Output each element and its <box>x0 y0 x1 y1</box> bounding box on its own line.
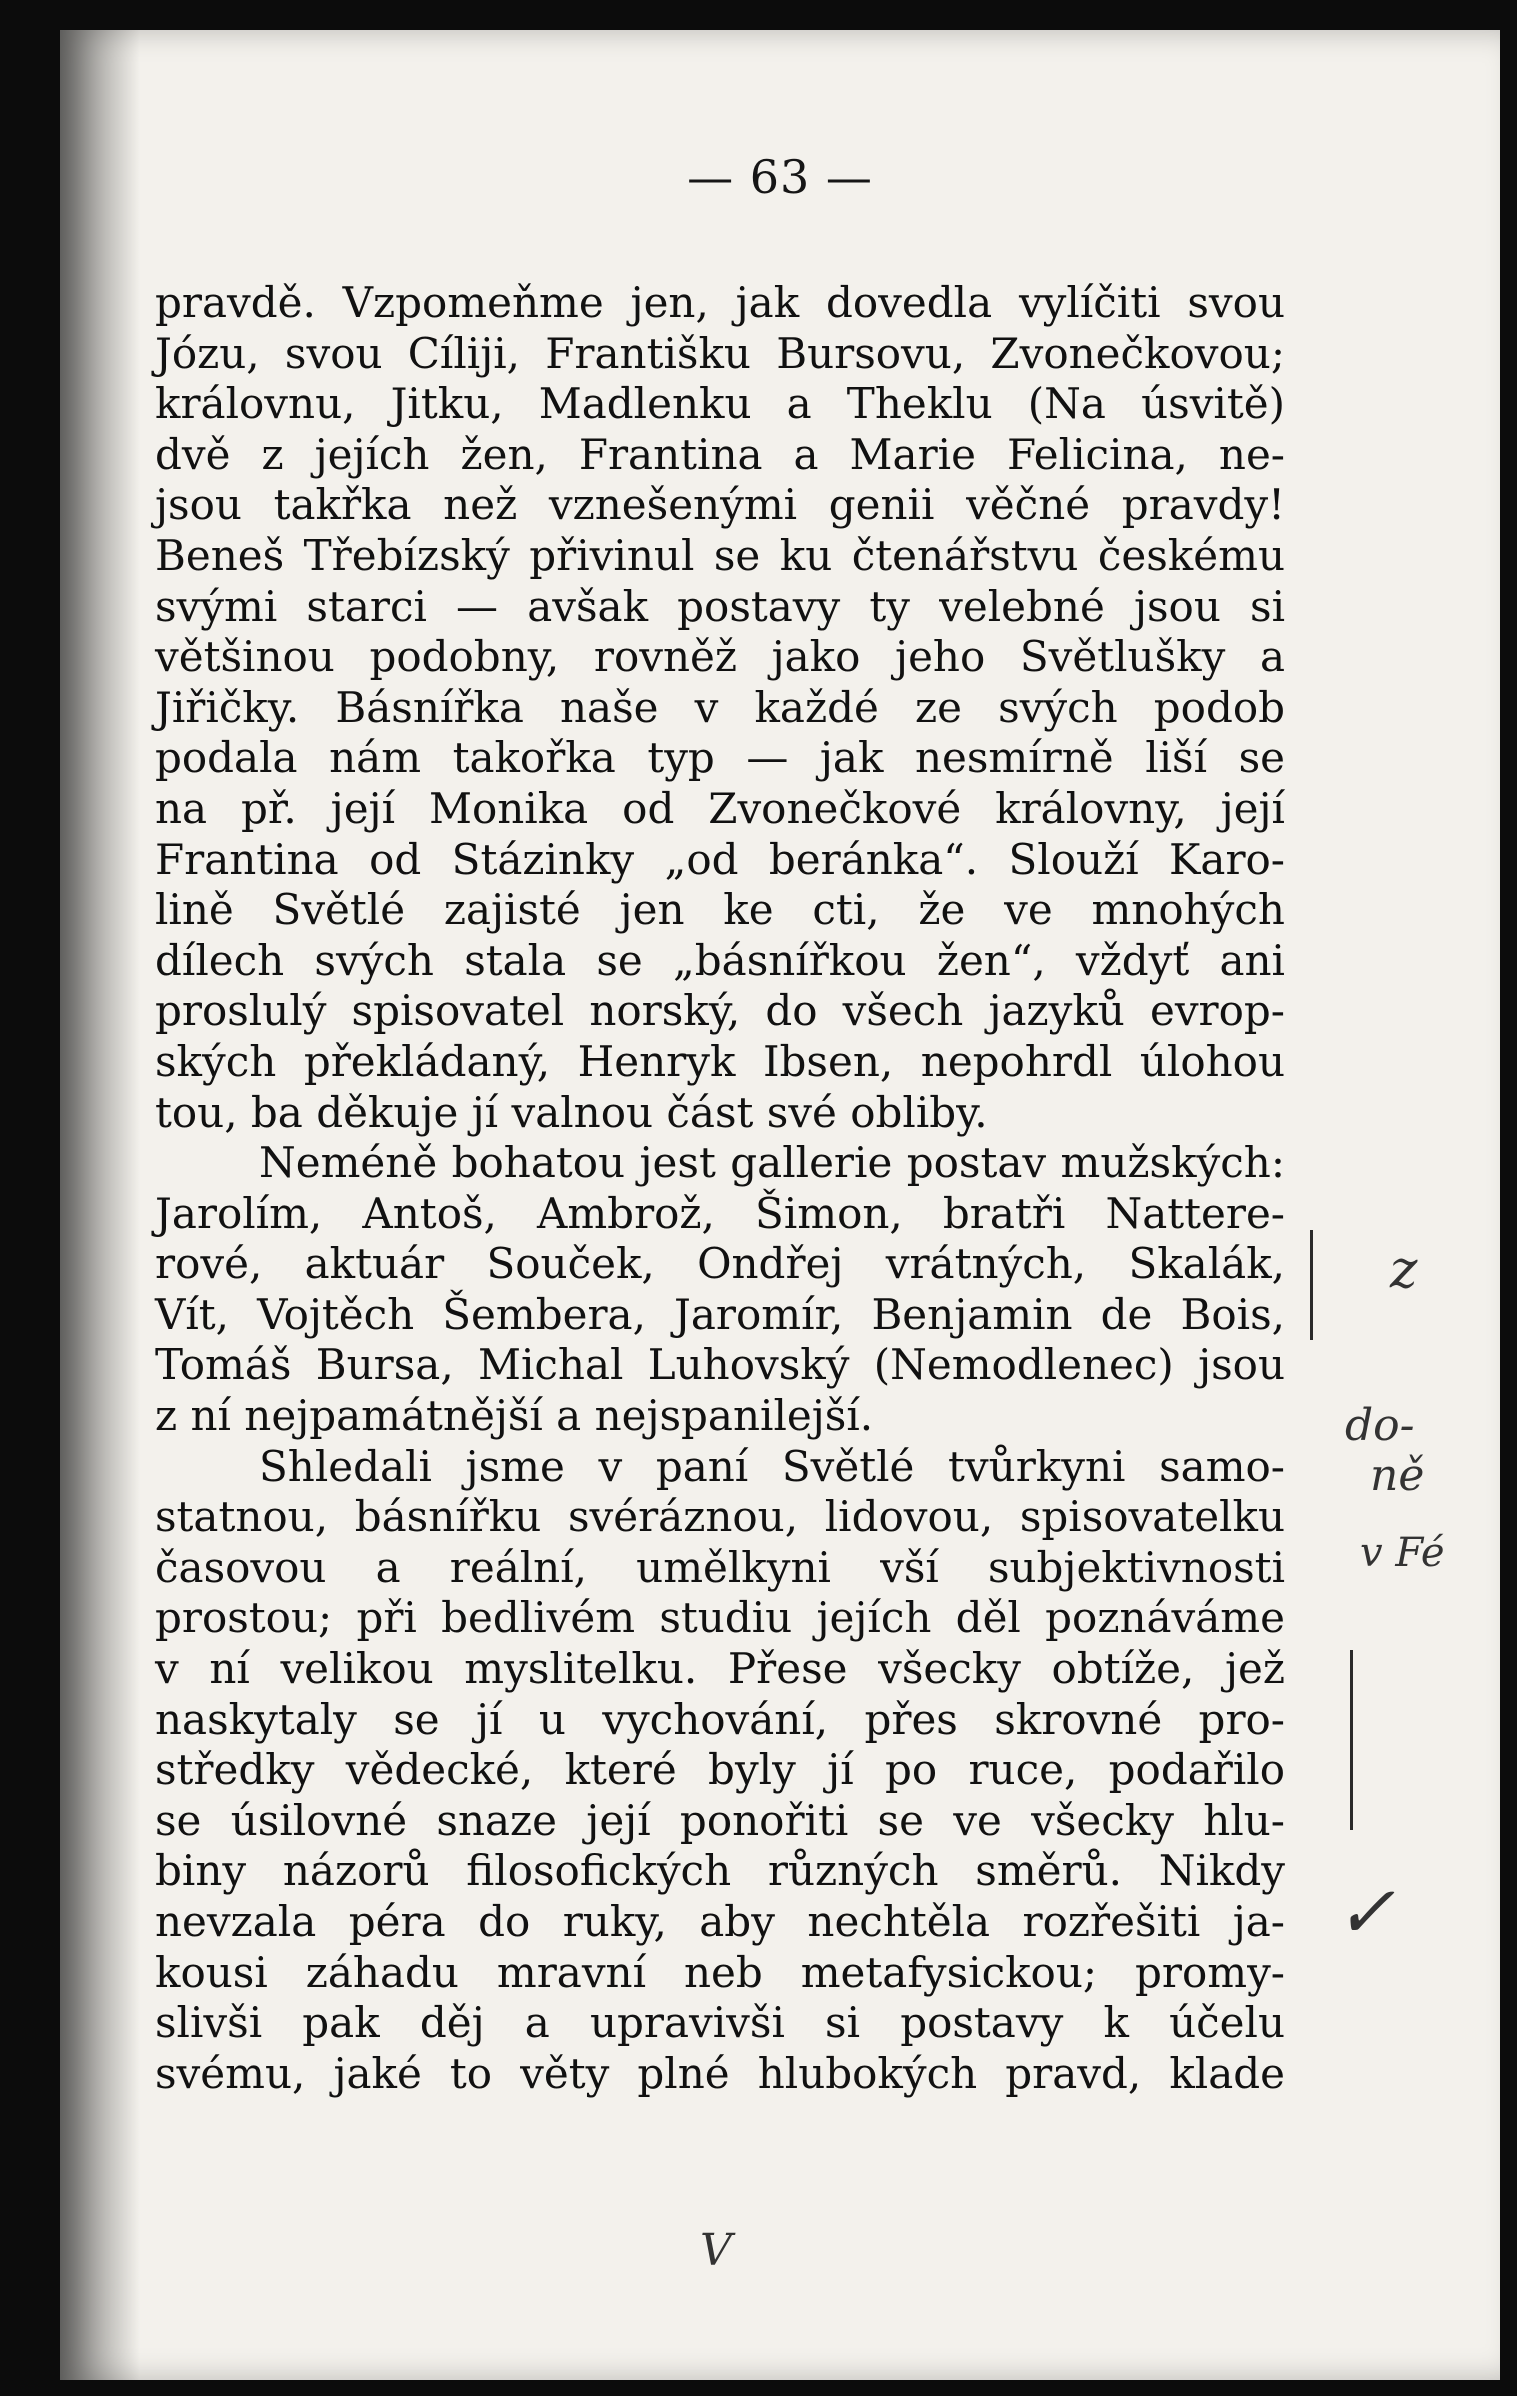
book-page <box>60 30 1500 2380</box>
text-line: Tomáš Bursa, Michal Luhovský (Nemodlenec) jsou <box>155 1340 1285 1390</box>
text-line: středky vědecké, které byly jí po ruce, podařilo <box>155 1745 1285 1795</box>
text-line: ských překládaný, Henryk Ibsen, nepohrdl úlohou <box>155 1036 1285 1086</box>
text-line: z ní nejpamátnější a nejspanilejší. <box>155 1391 874 1441</box>
margin-note-z: z <box>1390 1240 1418 1300</box>
margin-bracket <box>1350 1650 1353 1830</box>
text-line: slivši pak děj a upravivši si postavy k účelu <box>155 1998 1285 2048</box>
text-line: tou, ba děkuje jí valnou část své obliby. <box>155 1087 988 1137</box>
body-text <box>155 278 1285 2099</box>
text-line: královnu, Jitku, Madlenku a Theklu (Na úsvitě) <box>155 379 1285 429</box>
text-line: dílech svých stala se „básnířkou žen“, vždyť ani <box>155 935 1285 985</box>
text-line: Beneš Třebízský přivinul se ku čtenářstvu českému <box>155 530 1285 580</box>
margin-note-ne: ně <box>1370 1450 1425 1501</box>
margin-note-v: v Fé <box>1360 1530 1445 1576</box>
margin-note-do: do- <box>1345 1400 1415 1451</box>
text-line: rové, aktuár Souček, Ondřej vrátných, Skalák, <box>155 1239 1285 1289</box>
book-gutter-shadow <box>60 30 140 2380</box>
text-line: pravdě. Vzpomeňme jen, jak dovedla vylíčiti svou <box>155 278 1285 327</box>
text-line: statnou, básnířku svéráznou, lidovou, spisovatelku <box>155 1492 1285 1542</box>
page-number: — 63 — <box>687 150 873 204</box>
text-line: prostou; při bedlivém studiu jejích děl poznáváme <box>155 1593 1285 1643</box>
text-line: dvě z jejích žen, Frantina a Marie Felicina, ne- <box>155 429 1285 479</box>
text-line: Józu, svou Cíliji, Františku Bursovu, Zvonečkovou; <box>155 328 1285 378</box>
text-line: proslulý spisovatel norský, do všech jazyků evrop- <box>155 986 1285 1036</box>
text-line: podala nám takořka typ — jak nesmírně liší se <box>155 733 1285 783</box>
text-line: lině Světlé zajisté jen ke cti, že ve mnohých <box>155 885 1285 935</box>
text-line: Vít, Vojtěch Šembera, Jaromír, Benjamin de Bois, <box>155 1289 1285 1339</box>
text-line: v ní velikou myslitelku. Přese všecky obtíže, jež <box>155 1644 1285 1694</box>
text-line: na př. její Monika od Zvonečkové královny, její <box>155 783 1285 833</box>
text-line: svými starci — avšak postavy ty velebné jsou si <box>155 581 1285 631</box>
text-line: jsou takřka než vznešenými genii věčné pravdy! <box>155 480 1285 530</box>
text-line: kousi záhadu mravní neb metafysickou; promy- <box>155 1947 1285 1997</box>
text-line: většinou podobny, rovněž jako jeho Světlušky a <box>155 632 1285 682</box>
text-line: nevzala péra do ruky, aby nechtěla rozřešiti ja- <box>155 1897 1285 1946</box>
text-line: Frantina od Stázinky „od beránka“. Slouží Karo- <box>155 834 1285 884</box>
margin-note-bottom: V <box>700 2225 732 2276</box>
margin-bracket <box>1310 1230 1313 1340</box>
text-line: naskytaly se jí u vychování, přes skrovné pro- <box>155 1694 1285 1744</box>
text-line: biny názorů filosofických různých směrů. Nikdy <box>155 1846 1285 1896</box>
text-line: Jiřičky. Básnířka naše v každé ze svých podob <box>155 682 1285 732</box>
text-line: Shledali jsme v paní Světlé tvůrkyni samo- <box>259 1441 1285 1491</box>
text-line: svému, jaké to věty plné hlubokých pravd, klade <box>155 2048 1285 2098</box>
text-line: se úsilovné snaze její ponořiti se ve všecky hlu- <box>155 1795 1285 1845</box>
text-line: Jarolím, Antoš, Ambrož, Šimon, bratři Nattere- <box>155 1188 1285 1238</box>
text-line: Neméně bohatou jest gallerie postav mužských: <box>259 1138 1285 1188</box>
margin-checkmark: ✓ <box>1335 1870 1396 1954</box>
text-line: časovou a reální, umělkyni vší subjektivnosti <box>155 1542 1285 1592</box>
